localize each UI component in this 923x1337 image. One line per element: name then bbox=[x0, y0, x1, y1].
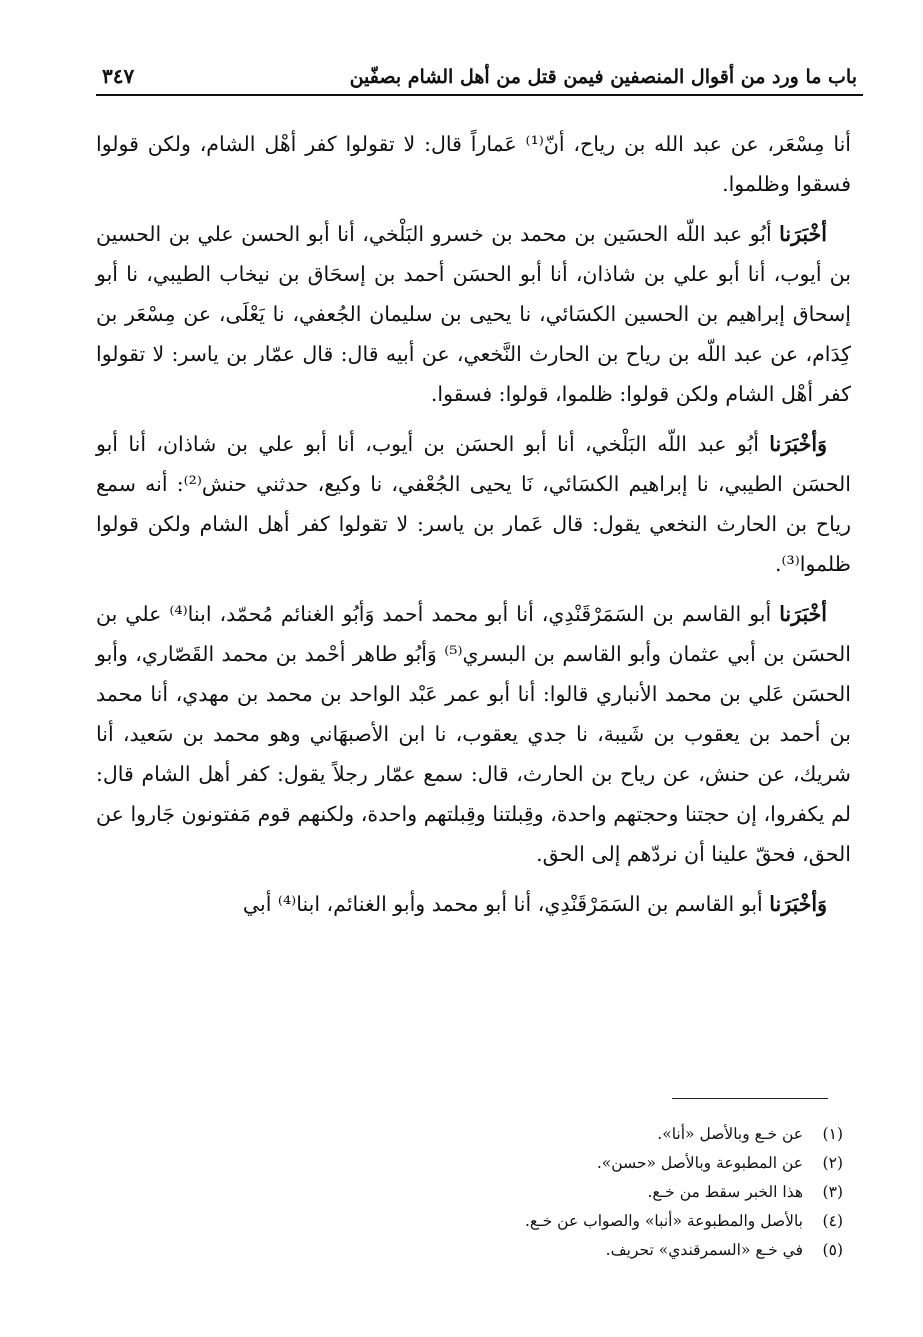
footnote-text: بالأصل والمطبوعة «أنبا» والصواب عن خـع. bbox=[524, 1212, 803, 1230]
footnote-text: عن خـع وبالأصل «أنا». bbox=[657, 1125, 803, 1143]
footnote-number: (٤) bbox=[822, 1212, 843, 1230]
footnote-number: (٣) bbox=[822, 1183, 843, 1201]
keyword-wa-akhbarana: وَأخْبَرَنا bbox=[769, 892, 827, 916]
header-rule bbox=[96, 94, 863, 96]
footnotes bbox=[96, 1120, 843, 1265]
footnote-text: هذا الخبر سقط من خـع. bbox=[647, 1183, 803, 1201]
paragraph-3: وَأخْبَرَنا أبُو عبد اللّه البَلْخي، أنا أبو الحسَن بن أيوب، أنا أبو علي بن شاذان، أنا أبو الحسَن الطيبي، نا إبراهيم الكسَائي، نَا يحيى الجُعْفي، نا وكيع، حدثني حنش⁽²⁾: أنه سمع رياح بن الحارث النخعي يقول: قال عَمار بن ياسر: لا تقولوا كفر أهل الشام ولكن قولوا ظلموا⁽³⁾. bbox=[96, 432, 851, 576]
keyword-akhbarana: أخْبَرَنا bbox=[779, 602, 828, 626]
footnote-number: (١) bbox=[822, 1125, 843, 1143]
running-header bbox=[96, 50, 863, 94]
main-text bbox=[96, 124, 851, 934]
paragraph-2: أخْبَرَنا أبُو عبد اللّه الحسَين بن محمد بن خسرو البَلْخي، أنا أبو الحسن علي بن الحسين بن أيوب، أنا أبو علي بن شاذان، أنا أبو الحسَن أحمد بن إسحَاق بن نيخاب الطيبي، نا أبو إسحاق إبراهيم بن الحسين الكسَائي، نا يحيى بن سليمان الجُعفي، نا يَعْلَى، عن مِسْعَر بن كِدَام، عن عبد اللّه بن رياح بن الحارث النَّخعي، عن أبيه قال: قال عمّار بن ياسر: لا تقولوا كفر أهْل الشام ولكن قولوا: ظلموا، قولوا: فسقوا. bbox=[96, 222, 851, 406]
footnote-item bbox=[96, 1207, 843, 1236]
footnote-text: عن المطبوعة وبالأصل «حسن». bbox=[596, 1154, 803, 1172]
paragraph-1: أنا مِسْعَر، عن عبد الله بن رياح، أنّ⁽¹⁾ عَماراً قال: لا تقولوا كفر أهْل الشام، ولكن قولوا فسقوا وظلموا. bbox=[96, 132, 851, 196]
footnote-text: في خـع «السمرقندي» تحريف. bbox=[605, 1241, 803, 1259]
paragraph-4: أخْبَرَنا أبو القاسم بن السَمَرْقَنْدِي، أنا أبو محمد أحمد وَأبُو الغنائم مُحمّد، ابنا⁽⁴⁾ علي بن الحسَن بن أبي عثمان وأبو القاسم بن البسري⁽⁵⁾ وَأبُو طاهر أحْمد بن محمد القَصّاري، وأبو الحسَن عَلي بن محمد الأنباري قالوا: أنا أبو عمر عَبْد الواحد بن محمد بن مهدي، أنا محمد بن أحمد بن يعقوب بن شَيبة، نا جدي يعقوب، نا ابن الأصبهَاني وهو محمد بن سَعيد، أنا شريك، عن حنش، عن رياح بن الحارث، قال: سمع عمّار رجلاً يقول: كفر أهل الشام قال: لم يكفروا، إن حجتنا وحجتهم واحدة، وقِبلتنا وقِبلتهم واحدة، ولكنهم قوم مَفتونون جَاروا عن الحق، فحقّ علينا أن نردّهم إلى الحق. bbox=[96, 602, 851, 866]
footnote-number: (٢) bbox=[822, 1154, 843, 1172]
footnote-item bbox=[96, 1236, 843, 1265]
chapter-title: باب ما ورد من أقوال المنصفين فيمن قتل من أهل الشام بصفّين bbox=[349, 66, 857, 88]
page-number: ٣٤٧ bbox=[102, 64, 135, 88]
footnote-number: (٥) bbox=[822, 1241, 843, 1259]
keyword-akhbarana: أخْبَرَنا bbox=[779, 222, 827, 246]
footnote-item bbox=[96, 1120, 843, 1149]
paragraph-5: وَأخْبَرَنا أبو القاسم بن السَمَرْقَنْدِي، أنا أبو محمد وأبو الغنائم، ابنا⁽⁴⁾ أبي bbox=[242, 892, 827, 916]
footnote-item bbox=[96, 1178, 843, 1207]
footnote-item bbox=[96, 1149, 843, 1178]
footnote-separator bbox=[672, 1098, 828, 1099]
keyword-wa-akhbarana: وَأخْبَرَنا bbox=[769, 432, 827, 456]
